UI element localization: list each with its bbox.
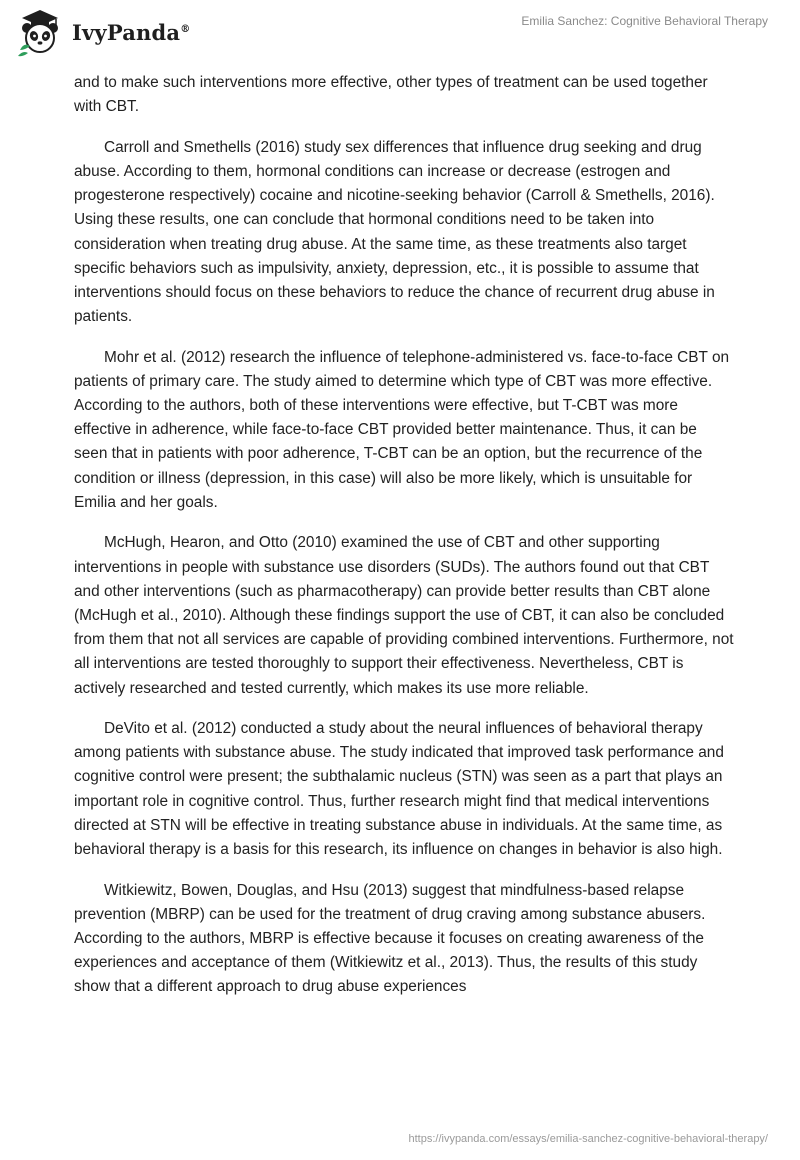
paragraph: Carroll and Smethells (2016) study sex differences that influence drug seeking and drug abuse. According to them, hormonal conditions can increase or decrease (estrogen and progesterone respectively) cocaine and nicotine-seeking behavior (Carroll & Smethells, 2016). Using these results, one can conclude that hormonal conditions need to be taken into consideration when treating drug abuse. At the same time, as these treatments also target specific behaviors such as impulsivity, anxiety, depression, etc., it is possible to assume that interventions should focus on these behaviors to reduce the chance of recurrent drug abuse in patients.: [74, 138, 715, 326]
paragraph: and to make such interventions more effective, other types of treatment can be used together with CBT.: [74, 74, 708, 116]
paragraph: Witkiewitz, Bowen, Douglas, and Hsu (2013) suggest that mindfulness-based relapse prevention (MBRP) can be used for the treatment of drug craving among substance abusers. According to the authors, MBRP is effective because it focuses on creating awareness of the experiences and acceptance of them (Witkiewitz et al., 2013). Thus, the results of this study show that a different approach to drug abuse experiences: [74, 881, 706, 996]
registered-mark: ®: [180, 23, 191, 35]
ivypanda-logo[interactable]: [14, 6, 190, 58]
page-header: [0, 0, 800, 70]
paragraph: Mohr et al. (2012) research the influence of telephone-administered vs. face-to-face CBT on patients of primary care. The study aimed to determine which type of CBT was more effective. According to the authors, both of these interventions were effective, but T-CBT was more effective in adherence, while face-to-face CBT provided better maintenance. Thus, it can be seen that in patients with poor adherence, T-CBT can be an option, but the recurrence of the condition or illness (depression, in this case) will also be more likely, which is unsuitable for Emilia and her goals.: [74, 348, 730, 511]
source-url-link[interactable]: https://ivypanda.com/essays/emilia-sanchez-cognitive-behavioral-therapy/: [408, 1133, 768, 1145]
paragraph: McHugh, Hearon, and Otto (2010) examined the use of CBT and other supporting interventions in people with substance use disorders (SUDs). The authors found out that CBT and other interventions (such as pharmacotherapy) can provide better results than CBT alone (McHugh et al., 2010). Although these findings support the use of CBT, it can also be concluded from them that not all services are capable of providing combined interventions. Furthermore, not all interventions are tested thoroughly to support their effectiveness. Nevertheless, CBT is actively researched and tested currently, which makes its use more reliable.: [74, 534, 734, 697]
essay-body: [74, 71, 734, 1016]
panda-icon: [14, 6, 66, 58]
logo-text: IvyPanda®: [72, 19, 191, 45]
document-title: Emilia Sanchez: Cognitive Behavioral Therapy: [521, 14, 768, 28]
paragraph: DeVito et al. (2012) conducted a study about the neural influences of behavioral therapy among patients with substance abuse. The study indicated that improved task performance and cognitive control were present; the subthalamic nucleus (STN) was seen as a part that plays an important role in cognitive control. Thus, further research might find that medical interventions directed at STN will be effective in treating substance abuse in individuals. At the same time, as behavioral therapy is a basis for this research, its influence on changes in behavior is also high.: [74, 720, 724, 859]
